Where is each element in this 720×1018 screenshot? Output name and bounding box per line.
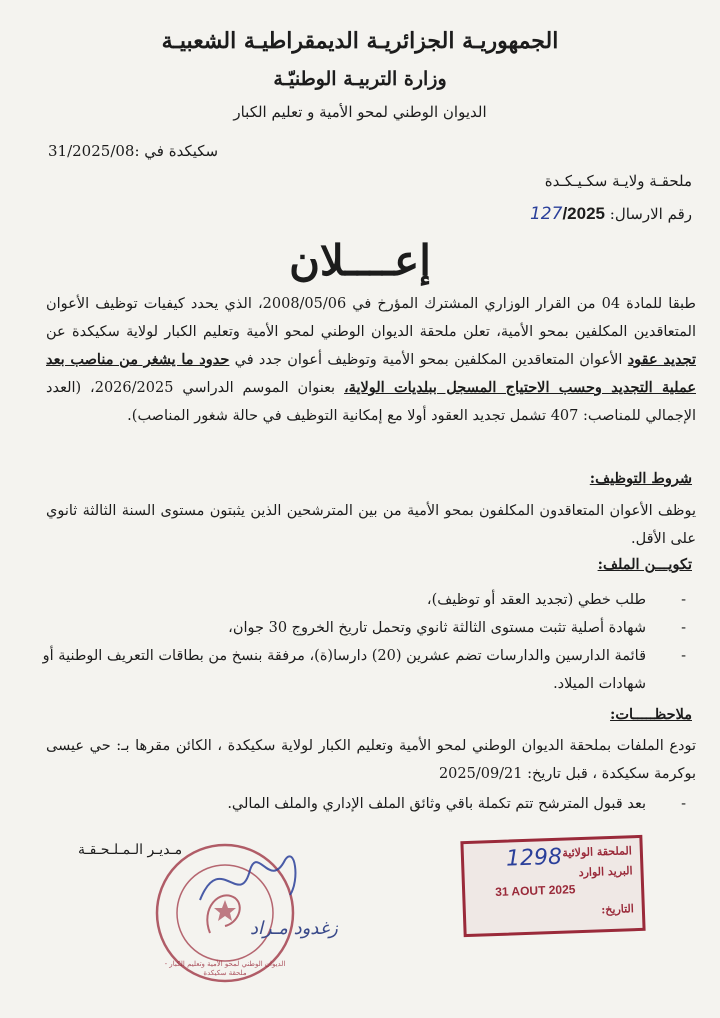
received-stamp-line3: التاريخ: [601,902,635,917]
file-heading: تكويـــن الملف: [597,556,692,573]
notes-list [42,790,692,818]
date-value: 2025/08 [72,142,135,160]
body-text-2: الأعوان المتعاقدين المكلفين بمحو الأمية وتوظيف أعوان جدد في [234,352,623,368]
republic-header: الجمهوريـة الجزائريـة الديمقراطيـة الشعبيـة [161,28,559,54]
notes-text: تودع الملفات بملحقة الديوان الوطني لمحو الأمية وتعليم الكبار لولاية سكيكدة ، الكائن مقرها بـ: حي عيسى بوكرمة سكيكدة ، قبل تاريخ: 2025/09/21 [46,738,696,782]
announcement-title: إعــــلان [289,236,431,285]
signatory-name: زغدود مـراد [250,918,338,939]
reference-handwritten: 127 [529,204,563,224]
signature-scribble-icon [190,840,310,920]
ministry-header: وزارة التربيـة الوطنيّـة [273,68,447,90]
date-line [48,142,218,160]
date-place: سكيكدة في :31/ [48,142,219,160]
body-bold-1: تجديد عقود [627,351,696,368]
file-item: - شهادة أصلية تثبت مستوى الثالثة ثانوي وتحمل تاريخ الخروج 30 جوان، [42,614,692,642]
file-item: - قائمة الدارسين والدارسات تضم عشرين (20) دارسا(ة)، مرفقة بنسخ من بطاقات التعريف الوطنية أو شهادات الميلاد. [42,642,692,698]
announcement-body [46,290,696,430]
office-header: الديوان الوطني لمحو الأمية و تعليم الكبار [233,103,487,121]
body-bold-2: حدود ما يشغر من مناصب بعد عملية التجديد وحسب الاحتياج المسجل ببلديات الولاية، [46,351,696,396]
received-stamp-number: 1298 [505,844,563,872]
reference-number [530,204,692,224]
notes-bullet: - بعد قبول المترشح تتم تكملة باقي وثائق الملف الإداري والملف المالي. [42,790,692,818]
conditions-heading: شروط التوظيف: [589,470,692,487]
conditions-text: يوظف الأعوان المتعاقدون المكلفون بمحو الأمية من بين المترشحين الذين يثبتون مستوى السنة الثالثة ثانوي على الأقل. [46,503,696,547]
received-stamp-line2: البريد الوارد [578,864,633,880]
reference-label: رقم الارسال: [609,205,692,223]
received-stamp-date: 31 AOUT 2025 [494,882,576,900]
received-stamp [460,835,645,937]
file-list [42,586,692,698]
received-stamp-line1: الملحقة الولائية [562,844,633,860]
notes-heading: ملاحظـــــات: [610,706,692,723]
signature-label: مـديـر الـمـلـحـقـة [78,842,183,858]
body-text-3: بعنوان الموسم الدراسي 2026/2025، (العدد الإجمالي للمناصب: 407 تشمل تجديد العقود أولا مع إمكانية التوظيف في حالة شغور المناصب). [46,380,696,424]
annex-name: ملحقـة ولايـة سكـيـكـدة [544,172,692,190]
round-stamp-text: الديوان الوطني لمحو الأمية وتعليم الكبار - ملحقة سكيكدة [164,960,286,977]
body-text-1: طبقا للمادة 04 من القرار الوزاري المشترك المؤرخ في 2008/05/06، الذي يحدد كيفيات توظيف الأعوان المتعاقدين المكلفين بمحو الأمية، تعلن ملحقة الديوان الوطني لمحو الأمية وتعليم الكبار لولاية سكيكدة عن [46,296,696,340]
file-item: - طلب خطي (تجديد العقد أو توظيف)، [42,586,692,614]
reference-year: /2025 [562,204,605,223]
